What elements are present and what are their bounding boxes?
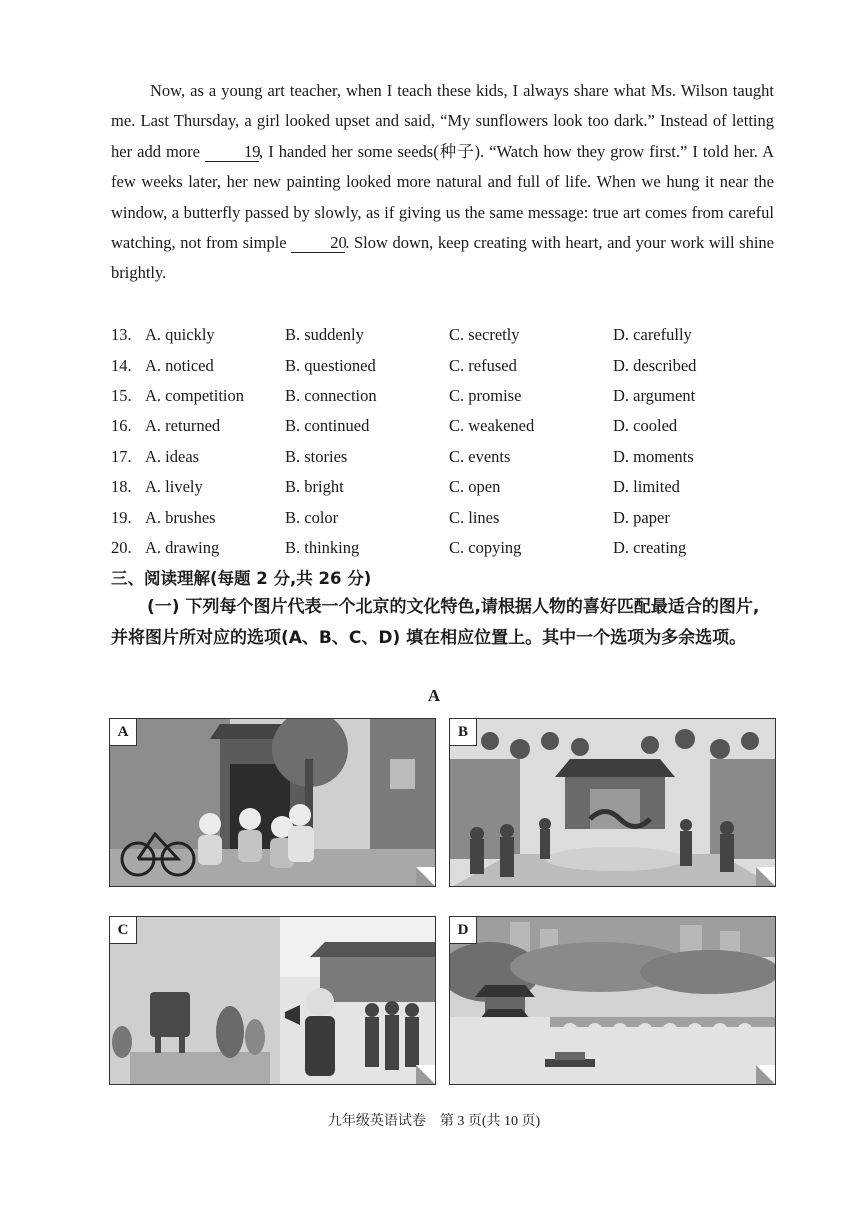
option-row [111, 320, 774, 350]
picture-b [449, 718, 776, 887]
option-c: C. secretly [449, 325, 520, 345]
question-number: 14. [111, 355, 132, 375]
blank-19: 19 [205, 143, 259, 162]
option-b: B. questioned [285, 355, 376, 375]
hutong-elders-image [110, 719, 436, 887]
option-b: B. color [285, 507, 339, 527]
option-d: D. described [613, 355, 697, 375]
option-d: D. moments [613, 446, 694, 466]
page-curl [416, 1065, 436, 1085]
page-footer: 九年级英语试卷 第 3 页(共 10 页) [327, 1114, 541, 1129]
question-number: 15. [111, 385, 132, 405]
option-row [111, 472, 774, 502]
option-c: C. events [449, 446, 511, 466]
option-a: A. quickly [145, 325, 215, 345]
option-c: C. copying [449, 537, 522, 557]
option-a: A. drawing [145, 537, 220, 557]
option-b: B. connection [285, 385, 377, 405]
option-c: C. refused [449, 355, 517, 375]
option-b: B. suddenly [285, 325, 364, 345]
option-row [111, 381, 774, 411]
passage-text: , I handed her some seeds(种子). “Watch how they grow first.” I told her. A few weeks later, her new painting looked more natural and full of life. When we hung it near the window, a butterfly passed by slowly, as if giving us the same message: true art comes from careful watching, not from simple [111, 141, 775, 253]
picture-d [449, 916, 776, 1085]
museum-tour-image [110, 917, 436, 1085]
option-a: A. competition [145, 385, 244, 405]
page-curl [756, 1065, 776, 1085]
temple-fair-image [450, 719, 776, 887]
question-number: 13. [111, 325, 132, 345]
question-number: 16. [111, 416, 132, 436]
option-d: D. carefully [613, 325, 692, 345]
section-heading: 三、阅读理解(每题 2 分,共 26 分) [111, 569, 372, 588]
question-number: 20. [111, 537, 132, 557]
option-a: A. lively [145, 477, 203, 497]
passage-text: . Slow down, keep creating with heart, and your work will shine brightly. [111, 233, 774, 283]
summer-palace-image [450, 917, 776, 1085]
option-b: B. thinking [285, 537, 360, 557]
group-label: A [427, 686, 441, 705]
picture-c [109, 916, 436, 1085]
option-b: B. bright [285, 477, 344, 497]
option-b: B. stories [285, 446, 348, 466]
option-row [111, 350, 774, 380]
picture-letter: C [110, 917, 137, 944]
option-d: D. limited [613, 477, 680, 497]
question-number: 17. [111, 446, 132, 466]
picture-letter: B [450, 719, 477, 746]
option-c: C. open [449, 477, 501, 497]
option-d: D. cooled [613, 416, 678, 436]
reading-passage [111, 76, 774, 289]
option-a: A. noticed [145, 355, 214, 375]
option-c: C. weakened [449, 416, 535, 436]
option-c: C. promise [449, 385, 522, 405]
instructions-text: (一) 下列每个图片代表一个北京的文化特色,请根据人物的喜好匹配最适合的图片,并将图片所对应的选项(A、B、C、D) 填在相应位置上。其中一个选项为多余选项。 [111, 597, 760, 648]
option-a: A. ideas [145, 446, 200, 466]
option-d: D. paper [613, 507, 670, 527]
page-curl [756, 867, 776, 887]
passage-text: Now, as a young art teacher, when I teach these kids, I always share what Ms. Wilson taught me. Last Thursday, a girl looked upset and said, “My sunflowers look too dark.” Instead of letting her add more [111, 81, 774, 161]
option-a: A. returned [145, 416, 221, 436]
option-d: D. argument [613, 385, 696, 405]
passage-paragraph [111, 76, 774, 289]
options-list [111, 320, 774, 563]
option-row [111, 502, 774, 532]
option-b: B. continued [285, 416, 370, 436]
picture-a [109, 718, 436, 887]
question-number: 19. [111, 507, 132, 527]
option-row [111, 442, 774, 472]
option-row [111, 533, 774, 563]
option-a: A. brushes [145, 507, 216, 527]
page-curl [416, 867, 436, 887]
option-d: D. creating [613, 537, 687, 557]
question-number: 18. [111, 477, 132, 497]
picture-letter: A [110, 719, 137, 746]
picture-letter: D [450, 917, 477, 944]
option-row [111, 411, 774, 441]
section-instructions [111, 592, 774, 654]
blank-20: 20 [291, 234, 345, 253]
option-c: C. lines [449, 507, 500, 527]
